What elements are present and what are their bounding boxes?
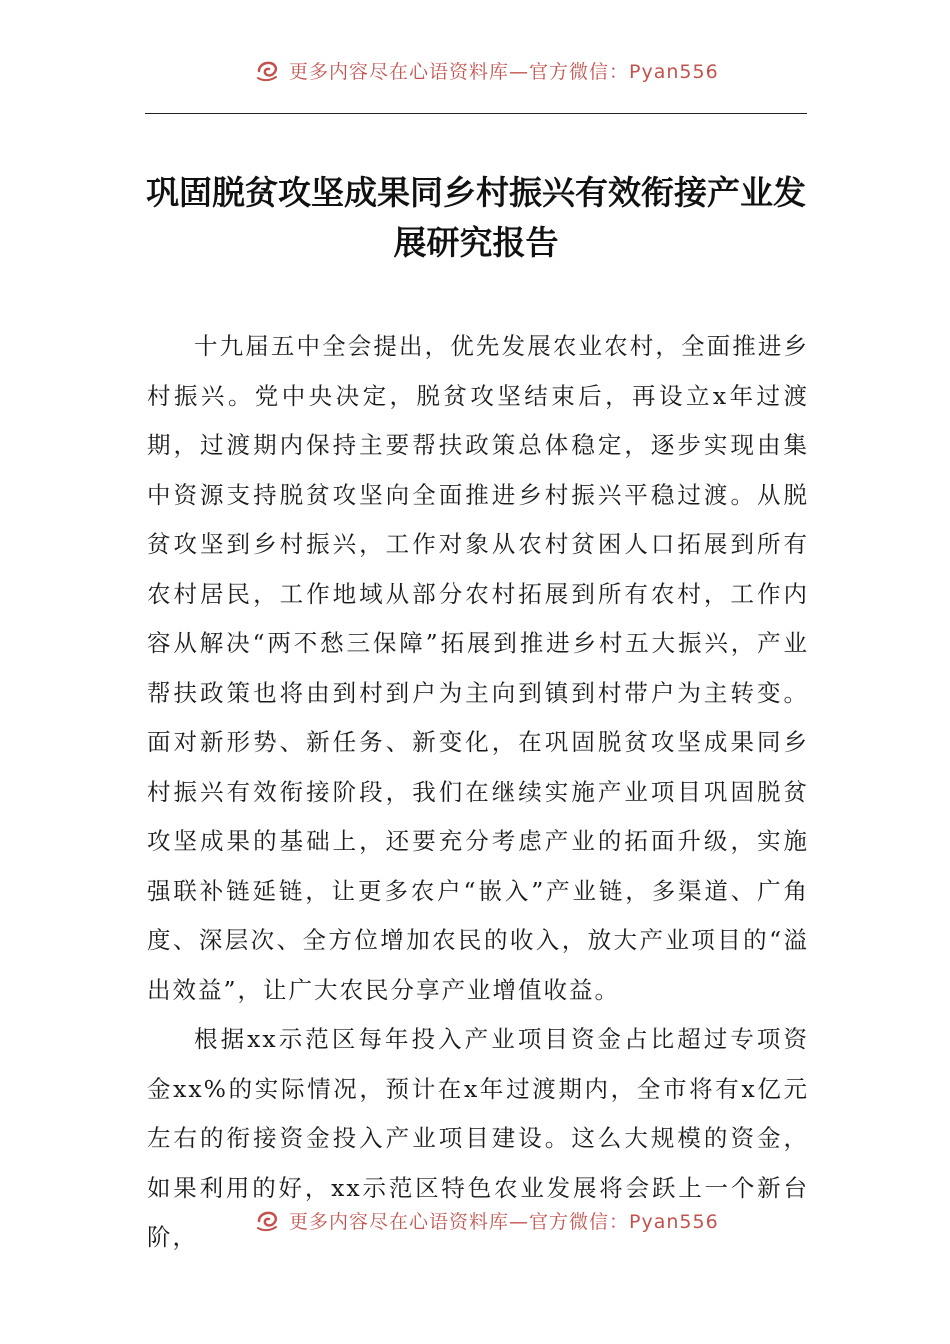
- document-title: 巩固脱贫攻坚成果同乡村振兴有效衔接产业发展研究报告: [146, 173, 806, 262]
- swirl-logo-icon: [255, 1207, 281, 1233]
- watermark-text: 更多内容尽在心语资料库—官方微信：Pyan556: [289, 1210, 719, 1233]
- paragraph: 根据xx示范区每年投入产业项目资金占比超过专项资金xx%的实际情况，预计在x年过渡期内，全市将有x亿元左右的衔接资金投入产业项目建设。这么大规模的资金，如果利用的好，xx示范区特色农业发展将会跃上一个新台阶，: [147, 1025, 809, 1251]
- watermark-text: 更多内容尽在心语资料库—官方微信：Pyan556: [289, 60, 719, 83]
- header-divider: [145, 113, 807, 114]
- watermark-header: [255, 55, 775, 85]
- swirl-logo-icon: [255, 57, 281, 83]
- paragraph: 十九届五中全会提出，优先发展农业农村，全面推进乡村振兴。党中央决定，脱贫攻坚结束后，再设立x年过渡期，过渡期内保持主要帮扶政策总体稳定，逐步实现由集中资源支持脱贫攻坚向全面推进乡村振兴平稳过渡。从脱贫攻坚到乡村振兴，工作对象从农村贫困人口拓展到所有农村居民，工作地域从部分农村拓展到所有农村，工作内容从解决“两不愁三保障”拓展到推进乡村五大振兴，产业帮扶政策也将由到村到户为主向到镇到村带户为主转变。面对新形势、新任务、新变化，在巩固脱贫攻坚成果同乡村振兴有效衔接阶段，我们在继续实施产业项目巩固脱贫攻坚成果的基础上，还要充分考虑产业的拓面升级，实施强联补链延链，让更多农户“嵌入”产业链，多渠道、广角度、深层次、全方位增加农民的收入，放大产业项目的“溢出效益”，让广大农民分享产业增值收益。: [147, 332, 809, 1004]
- document-body: [147, 322, 809, 1263]
- watermark-footer: [255, 1205, 775, 1235]
